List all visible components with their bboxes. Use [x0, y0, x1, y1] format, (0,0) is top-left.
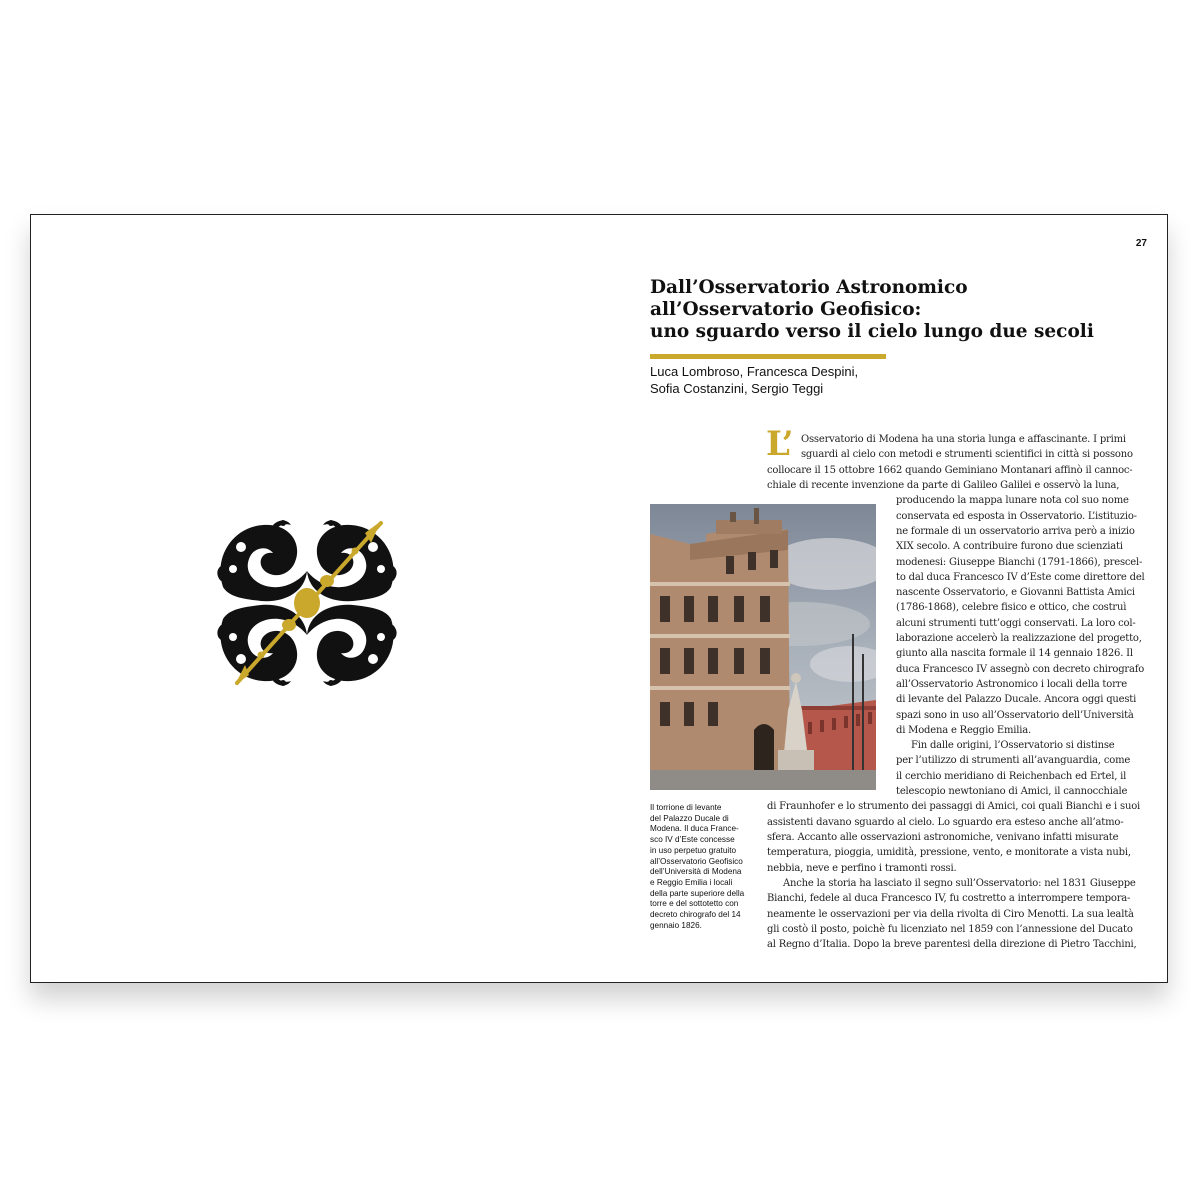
caption-line: in uso perpetuo gratuito: [650, 845, 737, 855]
body-line: al Regno d’Italia. Dopo la breve parentesi della direzione di Pietro Tacchini,: [767, 939, 1137, 950]
body-line: giunto alla nascita formale il 14 gennaio 1826. Il: [896, 648, 1133, 659]
caption-line: Modena. Il duca France-: [650, 824, 739, 834]
body-line: collocare il 15 ottobre 1662 quando Geminiano Montanari affinò il cannoc-: [767, 465, 1133, 476]
title-line: all’Osservatorio Geofisico:: [650, 299, 922, 320]
body-line: di levante del Palazzo Ducale. Ancora oggi questi: [896, 694, 1137, 705]
body-line: chiale di recente invenzione da parte di Galileo Galilei e osservò la luna,: [767, 480, 1120, 491]
body-line: spazi sono in uso all’Osservatorio dell’Università: [896, 710, 1134, 721]
body-line: di Modena e Reggio Emilia.: [896, 725, 1032, 736]
body-line: nebbia, neve e perfino i tramonti rossi.: [767, 863, 957, 874]
body-line: per l’utilizzo di strumenti all’avanguardia, come: [896, 755, 1131, 766]
body-line: modenesi: Giuseppe Bianchi (1791-1866), prescel-: [896, 557, 1143, 568]
body-line: alcuni strumenti tutt’oggi conservati. La loro col-: [896, 618, 1136, 629]
caption-line: decreto chirografo del 14: [650, 910, 741, 920]
authors-line: Luca Lombroso, Francesca Despini,: [650, 364, 859, 379]
body-line: XIX secolo. A contribuire furono due scienziati: [896, 541, 1123, 552]
caption-line: e Reggio Emilia i locali: [650, 877, 733, 887]
body-line: gli costò il posto, poichè fu licenziato nel 1859 con l’annessione del Ducato: [767, 924, 1133, 935]
caption-line: dell’Università di Modena: [650, 867, 742, 877]
body-line: il cerchio meridiano di Reichenbach ed Ertel, il: [896, 771, 1127, 782]
body-line: sguardi al cielo con metodi e strumenti scientifici in città si possono: [801, 449, 1133, 460]
page-number: 27: [1135, 238, 1147, 249]
body-line: conservata ed esposta in Osservatorio. L’istituzio-: [896, 511, 1137, 522]
body-line: duca Francesco IV assegnò con decreto chirografo: [896, 664, 1145, 675]
drop-cap: L’: [766, 424, 794, 464]
caption-line: del Palazzo Ducale di: [650, 813, 729, 823]
caption-line: sco IV d’Este concesse: [650, 835, 735, 845]
authors-line: Sofia Costanzini, Sergio Teggi: [650, 381, 824, 396]
caption-line: torre e del sottotetto con: [650, 899, 739, 909]
body-line: all’Osservatorio Astronomico i locali della torre: [896, 679, 1127, 690]
body-line: Fin dalle origini, l’Osservatorio si distinse: [911, 740, 1115, 751]
body-line: laborazione accelerò la realizzazione del progetto,: [896, 633, 1142, 644]
body-line: Osservatorio di Modena ha una storia lunga e affascinante. I primi: [801, 434, 1126, 445]
caption-line: della parte superiore della: [650, 888, 745, 898]
title-line: uno sguardo verso il cielo lungo due secoli: [650, 321, 1094, 342]
caption-line: gennaio 1826.: [650, 920, 702, 930]
body-line: Bianchi, fedele al duca Francesco IV, fu costretto a interrompere tempora-: [767, 893, 1131, 904]
body-line: sfera. Accanto alle osservazioni astronomiche, venivano infatti misurate: [767, 832, 1119, 843]
article-body: [31, 215, 1168, 983]
body-line: (1786-1868), celebre fisico e ottico, che costruì: [896, 602, 1127, 613]
body-line: telescopio newtoniano di Amici, il cannocchiale: [896, 786, 1128, 797]
body-line: to dal duca Francesco IV d’Este come direttore del: [896, 572, 1145, 583]
body-line: producendo la mappa lunare nota col suo nome: [896, 495, 1129, 506]
body-line: neamente le osservazioni per via della rivolta di Ciro Menotti. La sua lealtà: [767, 909, 1134, 920]
caption-line: all’Osservatorio Geofisico: [650, 856, 743, 866]
body-line: di Fraunhofer e lo strumento dei passaggi di Amici, coi quali Bianchi e i suoi: [767, 801, 1141, 812]
body-line: nascente Osservatorio, e Giovanni Battista Amici: [896, 587, 1135, 598]
body-line: ne formale di un osservatorio arriva però a inizio: [896, 526, 1135, 537]
body-line: assistenti davano sguardo al cielo. Lo sguardo era esteso anche all’atmo-: [767, 817, 1124, 828]
body-line: temperatura, pioggia, umidità, pressione, vento, e monitorate a vista nubi,: [767, 847, 1131, 858]
caption-line: Il torrione di levante: [650, 803, 722, 812]
book-spread: [30, 214, 1168, 983]
body-line: Anche la storia ha lasciato il segno sull’Osservatorio: nel 1831 Giuseppe: [783, 878, 1136, 889]
title-line: Dall’Osservatorio Astronomico: [650, 277, 968, 298]
